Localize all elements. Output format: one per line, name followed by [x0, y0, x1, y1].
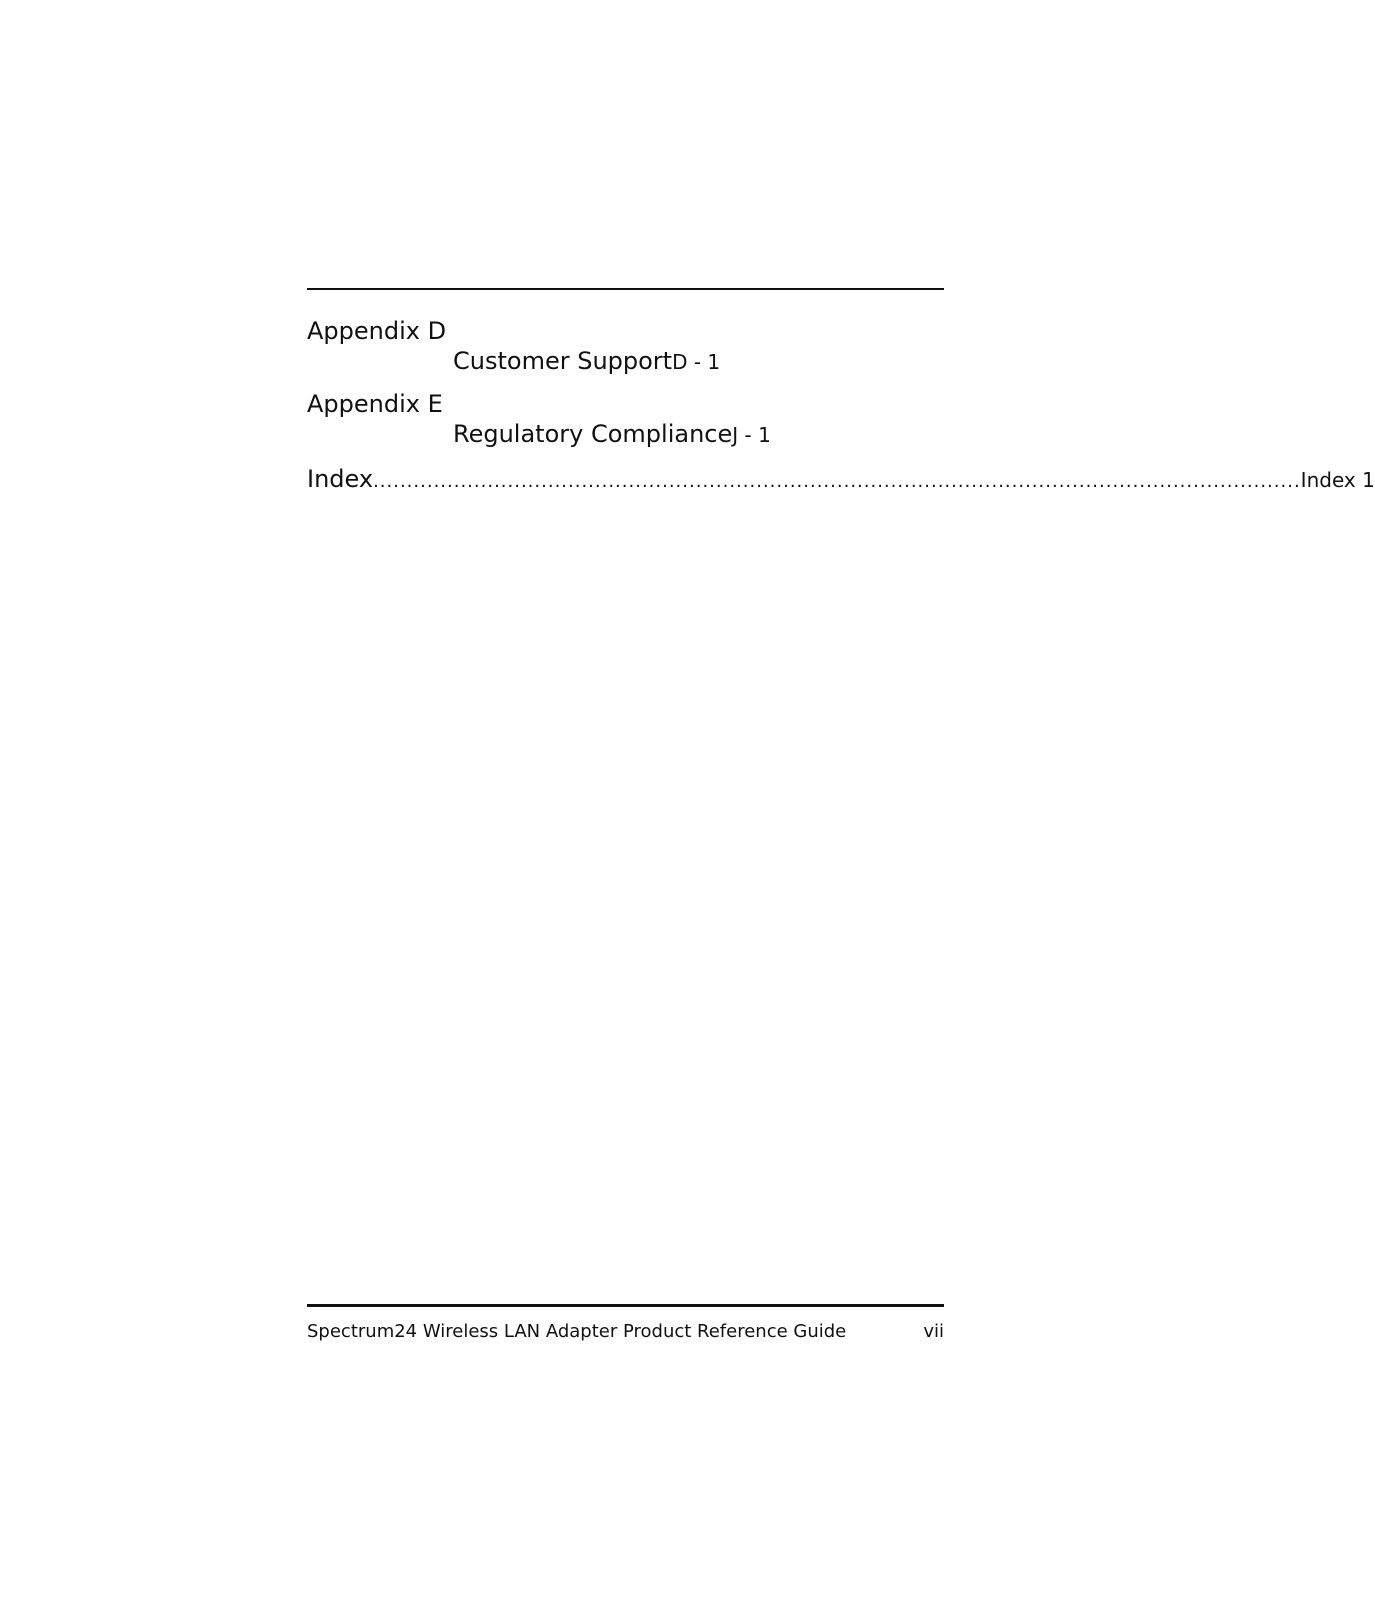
dot-leader: .......................................................................................................................................... [373, 471, 1301, 492]
toc-entry-index[interactable] [307, 462, 1375, 499]
toc-section-appendix-e [307, 389, 944, 450]
toc-section-appendix-d [307, 316, 944, 377]
footer-title: Spectrum24 Wireless LAN Adapter Product Reference Guide [307, 1321, 847, 1342]
page-footer [307, 1320, 944, 1344]
toc-entry-regulatory-compliance[interactable] [453, 419, 944, 450]
index-page: Index 1 [1300, 468, 1375, 492]
toc-entry-title: Regulatory Compliance [453, 420, 733, 448]
appendix-e-heading: Appendix E [307, 390, 443, 418]
toc-entry-page: D - 1 [672, 350, 721, 374]
toc-entry-page: J - 1 [732, 423, 771, 447]
bottom-rule [307, 1304, 944, 1307]
appendix-d-heading: Appendix D [307, 317, 447, 345]
index-title: Index [307, 465, 374, 493]
footer-page-number: vii [923, 1321, 944, 1342]
toc-entry-customer-support[interactable] [453, 346, 944, 377]
table-of-contents [307, 316, 1375, 499]
top-rule [307, 288, 944, 290]
toc-entry-title: Customer Support [453, 347, 673, 375]
